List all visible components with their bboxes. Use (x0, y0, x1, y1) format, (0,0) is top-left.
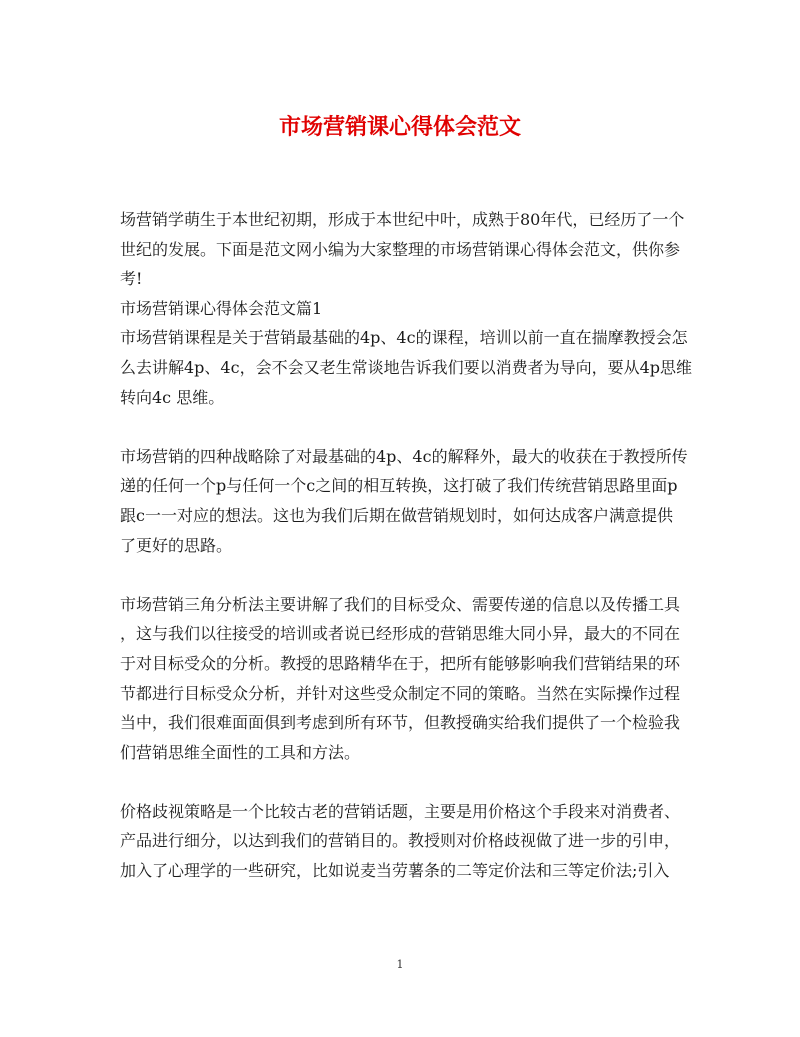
text-line: 考! (120, 269, 143, 289)
text-line: 加入了心理学的一些研究，比如说麦当劳薯条的二等定价法和三等定价法;引入 (120, 861, 670, 881)
page-number: 1 (396, 958, 404, 971)
text-line: 场营销学萌生于本世纪初期，形成于本世纪中叶，成熟于80年代，已经历了一个 (120, 210, 685, 229)
text-line: 节都进行目标受众分析，并针对这些受众制定不同的策略。当然在实际操作过程 (120, 683, 681, 703)
text-line: 世纪的发展。下面是范文网小编为大家整理的市场营销课心得体会范文，供你参 (120, 239, 681, 259)
text-line: 产品进行细分，以达到我们的营销目的。教授则对价格歧视做了进一步的引申， (120, 831, 681, 851)
text-line: 递的任何一个p与任何一个c之间的相互转换，这打破了我们传统营销思路里面p (120, 476, 678, 496)
text-line: 市场营销课心得体会范文篇1 (120, 298, 323, 318)
text-line: 市场营销的四种战略除了对最基础的4p、4c的解释外，最大的收获在于教授所传 (120, 446, 688, 466)
blank-line (120, 412, 680, 442)
text-line: 跟c一一对应的想法。这也为我们后期在做营销规划时，如何达成客户满意提供 (120, 505, 673, 525)
body-text (120, 205, 692, 886)
text-line: 转向4c 思维。 (120, 387, 225, 407)
blank-line (120, 767, 680, 797)
text-line: 市场营销课程是关于营销最基础的4p、4c的课程，培训以前一直在揣摩教授会怎 (120, 328, 688, 348)
blank-line (120, 560, 680, 590)
text-line: 价格歧视策略是一个比较古老的营销话题，主要是用价格这个手段来对消费者、 (120, 801, 681, 821)
text-line: 了更好的思路。 (120, 535, 233, 555)
text-line: 于对目标受众的分析。教授的思路精华在于，把所有能够影响我们营销结果的环 (120, 653, 681, 673)
page-title: 市场营销课心得体会范文 (278, 114, 521, 140)
text-line: 当中，我们很难面面俱到考虑到所有环节，但教授确实给我们提供了一个检验我 (120, 713, 681, 733)
text-line: ，这与我们以往接受的培训或者说已经形成的营销思维大同小异，最大的不同在 (120, 624, 681, 644)
text-line: 市场营销三角分析法主要讲解了我们的目标受众、需要传递的信息以及传播工具 (120, 594, 681, 614)
text-line: 们营销思维全面性的工具和方法。 (120, 742, 361, 762)
text-line: 么去讲解4p、4c，会不会又老生常谈地告诉我们要以消费者为导向，要从4p思维 (120, 357, 692, 377)
